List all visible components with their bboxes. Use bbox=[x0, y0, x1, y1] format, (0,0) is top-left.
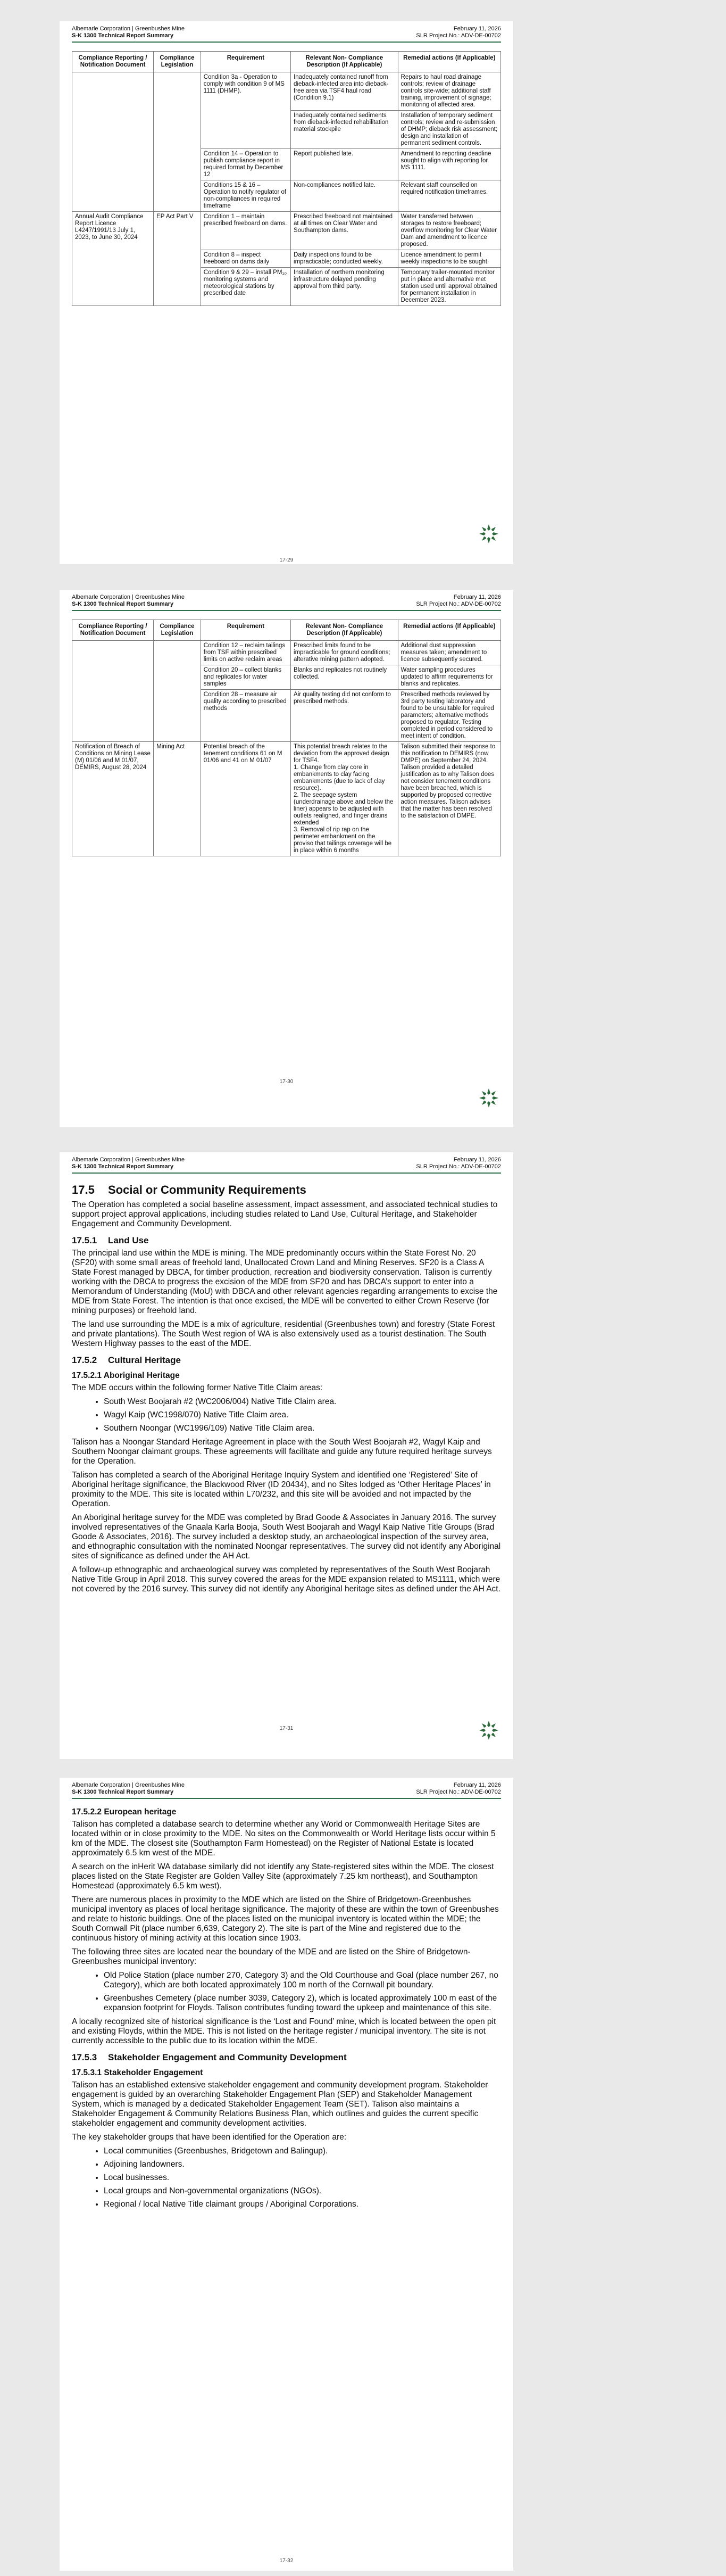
header-company: Albemarle Corporation | Greenbushes Mine bbox=[72, 26, 185, 32]
cell-rem: Additional dust suppression measures taken; amendment to licence subsequently secured. bbox=[398, 641, 500, 665]
header-project: SLR Project No.: ADV-DE-00702 bbox=[416, 1163, 501, 1170]
cell-leg bbox=[154, 72, 201, 111]
paragraph: A search on the inHerit WA database similarly did not identify any State-registered sites within the MDE. The closest places listed on the State Register are Golden Valley Site (approximately 7.25 km northeast), and Southampton Homestead (approximately 6.5 km west). bbox=[72, 1862, 494, 1890]
cell-req: Condition 3a - Operation to comply with condition 9 of MS 1111 (DHMP). bbox=[201, 72, 290, 149]
paragraph: The key stakeholder groups that have been identified for the Operation are: bbox=[72, 2133, 347, 2142]
header-report: S-K 1300 Technical Report Summary bbox=[72, 1163, 174, 1170]
table-row bbox=[72, 690, 501, 742]
table-row bbox=[72, 665, 501, 690]
cell-doc bbox=[72, 250, 154, 268]
table-header-row bbox=[72, 620, 501, 641]
cell-desc-group bbox=[291, 742, 398, 856]
slr-logo-icon bbox=[478, 523, 499, 544]
cell-leg bbox=[154, 250, 201, 268]
header-date: February 11, 2026 bbox=[453, 1157, 501, 1163]
stakeholder-groups-list bbox=[72, 2146, 501, 2209]
col-header: Compliance Reporting / Notification Document bbox=[72, 620, 154, 641]
page-17-29 bbox=[60, 21, 513, 564]
cell-leg: EP Act Part V bbox=[154, 212, 201, 250]
table-header-row bbox=[72, 52, 501, 72]
cell-rem: Talison submitted their response to this notification to DEMIRS (now DMPE) on September 24, 2024. Talison provided a detailed justification as to why Talison does not consider tenement conditions have been breached, which is supported by proposed corrective action measures. Talison advises that the matter has been resolved to the satisfaction of DMPE. bbox=[398, 742, 500, 856]
cell-leg bbox=[154, 268, 201, 306]
cell-req: Condition 28 – measure air quality according to prescribed methods bbox=[201, 690, 290, 742]
cell-req: Condition 9 & 29 – install PM₁₀ monitoring systems and meteorological stations by prescribed date bbox=[201, 268, 290, 306]
paragraph: The MDE occurs within the following former Native Title Claim areas: bbox=[72, 1383, 323, 1392]
cell-leg bbox=[154, 641, 201, 665]
list-item: • Old Police Station (place number 270, Category 3) and the Old Courthouse and Goal (place number 267, no Category), which are both located approximately 100 m north of the Cornwall pit boundary. bbox=[104, 1971, 501, 1990]
table-row bbox=[72, 212, 501, 250]
col-header: Remedial actions (If Applicable) bbox=[398, 620, 500, 641]
slr-logo-icon bbox=[478, 1087, 499, 1109]
cell-req: Condition 8 – inspect freeboard on dams daily bbox=[201, 250, 290, 268]
section-title: Cultural Heritage bbox=[108, 1355, 181, 1365]
list-item: • Regional / local Native Title claimant groups / Aboriginal Corporations. bbox=[104, 2200, 501, 2209]
page-header bbox=[72, 21, 501, 43]
table-row bbox=[72, 641, 501, 665]
cell-leg: Mining Act bbox=[154, 742, 201, 856]
cell-rem: Amendment to reporting deadline sought to align with reporting for MS 1111. bbox=[398, 149, 500, 180]
cell-desc: Inadequately contained sediments from dieback-infected rehabilitation material stockpile bbox=[291, 111, 398, 149]
cell-req: Condition 20 – collect blanks and replicates for water samples bbox=[201, 665, 290, 690]
cell-req: Condition 12 – reclaim tailings from TSF within prescribed limits on active reclaim areas bbox=[201, 641, 290, 665]
cell-doc: Annual Audit Compliance Report Licence L4247/1991/13 July 1, 2023, to June 30, 2024 bbox=[72, 212, 154, 250]
cell-rem: Licence amendment to permit weekly inspections to be sought. bbox=[398, 250, 500, 268]
list-item: • Adjoining landowners. bbox=[104, 2160, 501, 2169]
cell-leg bbox=[154, 180, 201, 212]
header-project: SLR Project No.: ADV-DE-00702 bbox=[416, 32, 501, 39]
cell-rem: Relevant staff counselled on required notification timeframes. bbox=[398, 180, 500, 212]
cell-doc bbox=[72, 268, 154, 306]
cell-doc: Notification of Breach of Conditions on Mining Lease (M) 01/06 and M 01/07, DEMIRS, August 28, 2024 bbox=[72, 742, 154, 856]
header-company: Albemarle Corporation | Greenbushes Mine bbox=[72, 594, 185, 600]
subsection-heading bbox=[72, 1355, 501, 1366]
cell-desc: Daily inspections found to be impracticable; conducted weekly. bbox=[291, 250, 398, 268]
section-title: Social or Community Requirements bbox=[108, 1183, 306, 1196]
paragraph: Talison has completed a database search to determine whether any World or Commonwealth Heritage Sites are located within or in close proximity to the MDE. No sites on the Commonwealth or World Heritage lists occur within 5 km of the MDE. The closest site (Southampton Farm Homestead) on the Register of National Estate is located approximately 6.5 km west of the MDE. bbox=[72, 1820, 496, 1857]
cell-desc: Non-compliances notified late. bbox=[291, 180, 398, 212]
cell-desc-item: 1. Change from clay core in embankments to clay facing embankments (due to lack of clay resource). bbox=[294, 764, 385, 791]
header-report: S-K 1300 Technical Report Summary bbox=[72, 32, 174, 39]
cell-doc bbox=[72, 690, 154, 742]
list-item: • Local businesses. bbox=[104, 2173, 501, 2183]
col-header: Compliance Reporting / Notification Document bbox=[72, 52, 154, 72]
cell-desc: Installation of northern monitoring infrastructure delayed pending approval from third party. bbox=[291, 268, 398, 306]
cell-doc bbox=[72, 149, 154, 180]
header-date: February 11, 2026 bbox=[453, 594, 501, 600]
cell-rem: Water transferred between storages to restore freeboard; overflow monitoring for Clear Water Dam and amendment to licence proposed. bbox=[398, 212, 500, 250]
list-item: • Wagyl Kaip (WC1998/070) Native Title Claim area. bbox=[104, 1410, 501, 1420]
section-number: 17.5.2 bbox=[72, 1355, 97, 1365]
cell-doc bbox=[72, 111, 154, 149]
paragraph: The principal land use within the MDE is mining. The MDE predominantly occurs within the State Forest No. 20 (SF20) with some small areas of freehold land, Unallocated Crown Land and Mining Reserves. SF20 is a Class A State Forest managed by DBCA, for timber production, recreation and biodiversity conservation. Talison is currently working with the DBCA to progress the excision of the MDE from SF20 and has DBCA’s support to enter into a Memorandum of Understanding (MoU) with DBCA and other relevant agencies regarding arrangements to excise the MDE from State Forest. The intention is that once excised, the MDE will be converted to either Crown Reserve (for mining purposes) or freehold land. bbox=[72, 1249, 498, 1315]
list-item: • Greenbushes Cemetery (place number 3039, Category 2), which is located approximately 100 m east of the expansion footprint for Floyds. Talison contributes funding toward the upkeep and maintenance of this site. bbox=[104, 1994, 501, 2013]
cell-leg bbox=[154, 665, 201, 690]
col-header: Requirement bbox=[201, 52, 290, 72]
page-17-31 bbox=[60, 1152, 513, 1759]
header-date: February 11, 2026 bbox=[453, 1782, 501, 1788]
section-heading bbox=[72, 1183, 501, 1197]
cell-doc bbox=[72, 72, 154, 111]
col-header: Compliance Legislation bbox=[154, 52, 201, 72]
cell-rem: Prescribed methods reviewed by 3rd party testing laboratory and found to be unsuitable for required parameters; alternative methods proposed to regulator. Testing completed in period considered to meet intent of condition. bbox=[398, 690, 500, 742]
page-17-30 bbox=[60, 590, 513, 1127]
header-company: Albemarle Corporation | Greenbushes Mine bbox=[72, 1157, 185, 1163]
cell-doc bbox=[72, 641, 154, 665]
cell-rem: Water sampling procedures updated to affirm requirements for blanks and replicates. bbox=[398, 665, 500, 690]
cell-req: Conditions 15 & 16 – Operation to notify regulator of non-compliances in required timeframe bbox=[201, 180, 290, 212]
section-title: Land Use bbox=[108, 1235, 149, 1245]
col-header: Requirement bbox=[201, 620, 290, 641]
cell-leg bbox=[154, 149, 201, 180]
cell-doc bbox=[72, 665, 154, 690]
table-row bbox=[72, 268, 501, 306]
page-number: 17-30 bbox=[279, 1079, 294, 1085]
col-header: Relevant Non- Compliance Description (If Applicable) bbox=[291, 620, 398, 641]
page-header bbox=[72, 1778, 501, 1799]
section-number: 17.5 bbox=[72, 1183, 95, 1196]
table-row bbox=[72, 742, 501, 856]
cell-req: Potential breach of the tenement conditions 61 on M 01/06 and 41 on M 01/07 bbox=[201, 742, 290, 856]
cell-rem: Installation of temporary sediment controls; review and re-submission of DHMP; dieback risk assessment; design and installation of permanent sediment controls. bbox=[398, 111, 500, 149]
table-row bbox=[72, 180, 501, 212]
section-number: 17.5.3 bbox=[72, 2052, 97, 2062]
claims-list bbox=[72, 1397, 501, 1433]
subsection-heading bbox=[72, 1235, 501, 1246]
subsubsection-heading: 17.5.2.2 European heritage bbox=[72, 1807, 177, 1817]
col-header: Remedial actions (If Applicable) bbox=[398, 52, 500, 72]
paragraph: The following three sites are located near the boundary of the MDE and are listed on the Shire of Bridgetown-Greenbushes municipal inventory: bbox=[72, 1947, 471, 1966]
col-header: Relevant Non- Compliance Description (If Applicable) bbox=[291, 52, 398, 72]
page-number: 17-32 bbox=[279, 2558, 294, 2564]
subsubsection-heading: 17.5.3.1 Stakeholder Engagement bbox=[72, 2068, 203, 2077]
header-project: SLR Project No.: ADV-DE-00702 bbox=[416, 1789, 501, 1795]
cell-doc bbox=[72, 180, 154, 212]
compliance-table bbox=[72, 51, 501, 306]
cell-leg bbox=[154, 111, 201, 149]
cell-req: Condition 1 – maintain prescribed freeboard on dams. bbox=[201, 212, 290, 250]
sites-list bbox=[72, 1971, 501, 2013]
paragraph: There are numerous places in proximity to the MDE which are listed on the Shire of Bridgetown-Greenbushes municipal inventory as places of local heritage significance. The majority of these are within the town of Greenbushes and relate to historic buildings. One of the places listed on the municipal inventory is located within the MDE; the South Cornwall Pit (place number 6,639, Category 2). The site is part of the Mine and registered due to the continuous history of mining activity at this location since 1903. bbox=[72, 1895, 499, 1943]
paragraph: An Aboriginal heritage survey for the MDE was completed by Brad Goode & Associates in January 2016. The survey involved representatives of the Gnaala Karla Booja, South West Boojarah and Wagyl Kaip Native Title Groups (Brad Goode & Associates, 2016). The survey included a desktop study, an archaeological inspection of the survey area, and ethnographic consultation with the nominated Noongar representatives. The survey did not identify any Aboriginal sites of significance as defined under the AH Act. bbox=[72, 1513, 501, 1561]
cell-leg bbox=[154, 690, 201, 742]
table-row bbox=[72, 250, 501, 268]
cell-desc: Blanks and replicates not routinely collected. bbox=[291, 665, 398, 690]
cell-desc-item: 2. The seepage system (underdrainage above and below the liner) appears to be adjusted with outlets realigned, and finger drains extended bbox=[294, 792, 394, 826]
cell-desc: Report published late. bbox=[291, 149, 398, 180]
compliance-table bbox=[72, 620, 501, 856]
page-header bbox=[72, 590, 501, 611]
col-header: Compliance Legislation bbox=[154, 620, 201, 641]
section-number: 17.5.1 bbox=[72, 1235, 97, 1245]
paragraph: Talison has completed a search of the Aboriginal Heritage Inquiry System and identified one ‘Registered’ Site of Aboriginal heritage significance, the Blackwood River (ID 20434), and no Sites lodged as ‘Other Heritage Places’ in proximity to the MDE. This site is located within L70/232, and this site will be avoided and not impacted by the Operation. bbox=[72, 1471, 491, 1508]
header-report: S-K 1300 Technical Report Summary bbox=[72, 1789, 174, 1795]
table-row bbox=[72, 149, 501, 180]
list-item: • Southern Noongar (WC1996/109) Native Title Claim area. bbox=[104, 1424, 501, 1433]
list-item: • Local communities (Greenbushes, Bridgetown and Balingup). bbox=[104, 2146, 501, 2156]
paragraph: Talison has an established extensive stakeholder engagement and community development program. Stakeholder engagement is guided by an overarching Stakeholder Engagement Plan (SEP) and Stakeholder Management System, which is managed by a dedicated Stakeholder Engagement Team (SET). Talison also maintains a Stakeholder Engagement & Community Relations Business Plan, which outlines and guides the current specific stakeholder engagement and community development activities. bbox=[72, 2080, 488, 2128]
page-header bbox=[72, 1152, 501, 1174]
paragraph: The land use surrounding the MDE is a mix of agriculture, residential (Greenbushes town) and forestry (State Forest and private plantations). The South West region of WA is also extensively used as a tourist destination. The South Western Highway passes to the east of the MDE. bbox=[72, 1320, 495, 1348]
list-item: • South West Boojarah #2 (WC2006/004) Native Title Claim area. bbox=[104, 1397, 501, 1407]
cell-desc: Prescribed freeboard not maintained at all times on Clear Water and Southampton dams. bbox=[291, 212, 398, 250]
cell-desc: Air quality testing did not conform to prescribed methods. bbox=[291, 690, 398, 742]
page-17-32 bbox=[60, 1778, 513, 2571]
paragraph: Talison has a Noongar Standard Heritage Agreement in place with the South West Boojarah #2, Wagyl Kaip and Southern Noongar claimant groups. These agreements will facilitate and guide any future required heritage surveys for the Operation. bbox=[72, 1438, 492, 1466]
paragraph: A locally recognized site of historical significance is the ‘Lost and Found’ mine, which is located between the open pit and existing Floyds, within the MDE. This is not listed on the heritage register / municipal inventory. The site is not currently accessible to the public due to its location within the MDE. bbox=[72, 2017, 496, 2045]
page-number: 17-29 bbox=[279, 557, 294, 563]
table-row bbox=[72, 72, 501, 111]
cell-desc: This potential breach relates to the deviation from the approved design for TSF4. bbox=[294, 744, 389, 764]
cell-desc: Inadequately contained runoff from dieback-infected area into dieback-free area via TSF4 haul road (Condition 9.1) bbox=[291, 72, 398, 111]
cell-rem: Repairs to haul road drainage controls; review of drainage controls site-wide; additional staff training, improvement of signage; monitoring of affected area. bbox=[398, 72, 500, 111]
cell-desc-item: 3. Removal of rip rap on the perimeter embankment on the proviso that tailings coverage will be in place within 6 months bbox=[294, 827, 392, 854]
header-project: SLR Project No.: ADV-DE-00702 bbox=[416, 601, 501, 607]
header-date: February 11, 2026 bbox=[453, 26, 501, 32]
paragraph: The Operation has completed a social baseline assessment, impact assessment, and associated technical studies to support project approval applications, including studies related to Land Use, Cultural Heritage, and Stakeholder Engagement and Community Development. bbox=[72, 1200, 498, 1228]
cell-desc: Prescribed limits found to be impracticable for ground conditions; alterative mining pattern adopted. bbox=[291, 641, 398, 665]
page-number: 17-31 bbox=[279, 1725, 294, 1731]
cell-rem: Temporary trailer-mounted monitor put in place and alternative met station used until approval obtained for permanent installation in December 2023. bbox=[398, 268, 500, 306]
header-company: Albemarle Corporation | Greenbushes Mine bbox=[72, 1782, 185, 1788]
subsubsection-heading: 17.5.2.1 Aboriginal Heritage bbox=[72, 1371, 180, 1380]
header-report: S-K 1300 Technical Report Summary bbox=[72, 601, 174, 607]
cell-req: Condition 14 – Operation to publish compliance report in required format by December 12 bbox=[201, 149, 290, 180]
slr-logo-icon bbox=[478, 1720, 499, 1741]
paragraph: A follow-up ethnographic and archaeological survey was completed by representatives of the South West Boojarah Native Title Group in April 2018. This survey covered the areas for the MDE expansion related to MS1111, which were not covered by the 2016 survey. This survey did not identify any Aboriginal heritage sites as defined under the AH Act. bbox=[72, 1565, 500, 1594]
list-item: • Local groups and Non-governmental organizations (NGOs). bbox=[104, 2186, 501, 2196]
subsection-heading bbox=[72, 2052, 501, 2063]
section-title: Stakeholder Engagement and Community Development bbox=[108, 2052, 347, 2062]
